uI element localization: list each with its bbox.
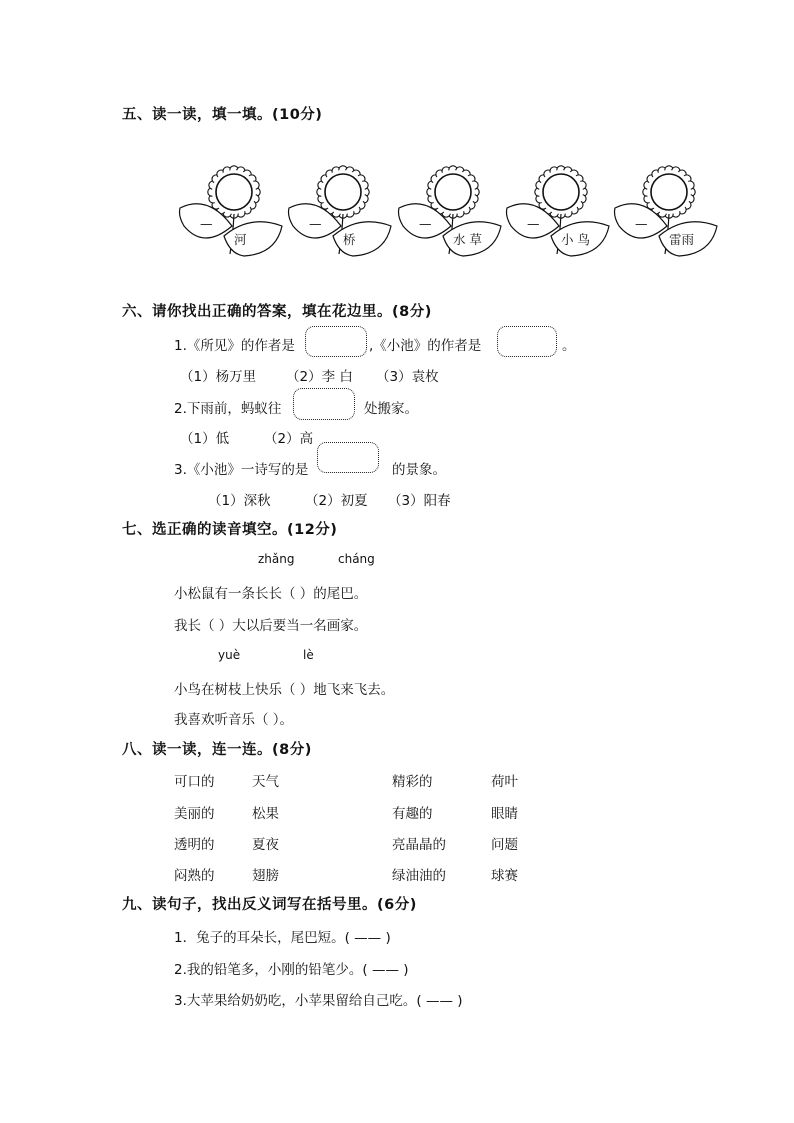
match-col1-item[interactable]: 闷熟的 xyxy=(174,868,215,884)
match-col2-item[interactable]: 松果 xyxy=(252,806,279,822)
match-col3-item[interactable]: 有趣的 xyxy=(392,806,433,822)
q6-1-option-2: （2）李 白 xyxy=(286,369,353,385)
match-col2-item[interactable]: 翅膀 xyxy=(252,868,279,884)
flower-drawing xyxy=(287,164,395,260)
flower-center-blank xyxy=(216,174,252,210)
match-col4-item[interactable]: 荷叶 xyxy=(491,774,518,790)
section8-heading: 八、读一读，连一连。(8分) xyxy=(122,742,312,758)
flower-drawing xyxy=(505,164,613,260)
q6-2-part-b: 处搬家。 xyxy=(364,401,418,417)
flower-blank-dash: — xyxy=(419,216,432,231)
match-col1-item[interactable]: 可口的 xyxy=(174,774,215,790)
flower-2 xyxy=(287,164,395,260)
flower-center-blank xyxy=(435,174,471,210)
flower-blank-dash: — xyxy=(309,216,322,231)
match-col1-item[interactable]: 透明的 xyxy=(174,837,215,853)
pinyin-zhang: zhǎng xyxy=(258,552,295,566)
match-col4-item[interactable]: 球赛 xyxy=(491,868,518,884)
match-col4-item[interactable]: 问题 xyxy=(491,837,518,853)
flower-blank-dash: — xyxy=(527,216,540,231)
pinyin-chang: cháng xyxy=(338,552,375,566)
flower-3 xyxy=(397,164,505,260)
antonym-question-1[interactable]: 1．兔子的耳朵长，尾巴短。( —— ) xyxy=(174,930,391,946)
section5-heading: 五、读一读，填一填。(10分) xyxy=(122,107,323,123)
flower-word: 小 鸟 xyxy=(561,232,590,247)
q6-1-part-b: ,《小池》的作者是 xyxy=(369,338,482,354)
q6-3-option-1: （1）深秋 xyxy=(208,493,271,509)
answer-box-suojian-author[interactable] xyxy=(305,326,367,357)
match-col3-item[interactable]: 精彩的 xyxy=(392,774,433,790)
flower-5 xyxy=(613,164,721,260)
pinyin-le: lè xyxy=(303,648,314,662)
sentence-7-3[interactable]: 小鸟在树枝上快乐（ ）地飞来飞去。 xyxy=(174,682,395,698)
answer-box-ant-direction[interactable] xyxy=(293,388,355,420)
antonym-question-2[interactable]: 2.我的铅笔多，小刚的铅笔少。( —— ) xyxy=(174,962,409,978)
match-col3-item[interactable]: 亮晶晶的 xyxy=(392,837,446,853)
flower-drawing xyxy=(178,164,286,260)
q6-3-part-a: 3.《小池》一诗写的是 xyxy=(174,462,309,478)
q6-1-part-a: 1.《所见》的作者是 xyxy=(174,338,295,354)
flower-center-blank xyxy=(325,174,361,210)
sentence-7-1[interactable]: 小松鼠有一条长长（ ）的尾巴。 xyxy=(174,586,368,602)
q6-2-option-1: （1）低 xyxy=(180,431,230,447)
match-col3-item[interactable]: 绿油油的 xyxy=(392,868,446,884)
section7-heading: 七、选正确的读音填空。(12分) xyxy=(122,522,338,538)
sentence-7-2[interactable]: 我长（ ）大以后要当一名画家。 xyxy=(174,618,368,634)
match-col2-item[interactable]: 夏夜 xyxy=(252,837,279,853)
flower-drawing xyxy=(613,164,721,260)
sentence-7-4[interactable]: 我喜欢听音乐（ ）。 xyxy=(174,712,294,728)
flower-center-blank xyxy=(651,174,687,210)
q6-1-part-c: 。 xyxy=(562,338,576,354)
flower-4 xyxy=(505,164,613,260)
section9-heading: 九、读句子，找出反义词写在括号里。(6分) xyxy=(122,897,417,913)
q6-3-option-3: （3）阳春 xyxy=(388,493,451,509)
answer-box-xiaochi-scene[interactable] xyxy=(317,442,379,473)
flower-blank-dash: — xyxy=(635,216,648,231)
flower-word: 河 xyxy=(234,232,247,247)
flower-word: 雷雨 xyxy=(669,232,695,247)
q6-2-part-a: 2.下雨前，蚂蚁往 xyxy=(174,401,282,417)
q6-1-option-3: （3）袁枚 xyxy=(376,369,439,385)
pinyin-yue: yuè xyxy=(218,648,241,662)
antonym-question-3[interactable]: 3.大苹果给奶奶吃，小苹果留给自己吃。( —— ) xyxy=(174,993,463,1009)
flower-blank-dash: — xyxy=(200,216,213,231)
match-col2-item[interactable]: 天气 xyxy=(252,774,279,790)
match-col1-item[interactable]: 美丽的 xyxy=(174,806,215,822)
q6-1-option-1: （1）杨万里 xyxy=(180,369,257,385)
section6-heading: 六、请你找出正确的答案，填在花边里。(8分) xyxy=(122,304,432,320)
flower-1 xyxy=(178,164,286,260)
answer-box-xiaochi-author[interactable] xyxy=(497,326,557,357)
q6-3-part-b: 的景象。 xyxy=(392,462,446,478)
match-col4-item[interactable]: 眼睛 xyxy=(491,806,518,822)
flower-word: 水 草 xyxy=(453,232,482,247)
q6-3-option-2: （2）初夏 xyxy=(305,493,368,509)
flower-word: 桥 xyxy=(343,232,356,247)
q6-2-option-2: （2）高 xyxy=(264,431,314,447)
flower-drawing xyxy=(397,164,505,260)
flower-center-blank xyxy=(543,174,579,210)
